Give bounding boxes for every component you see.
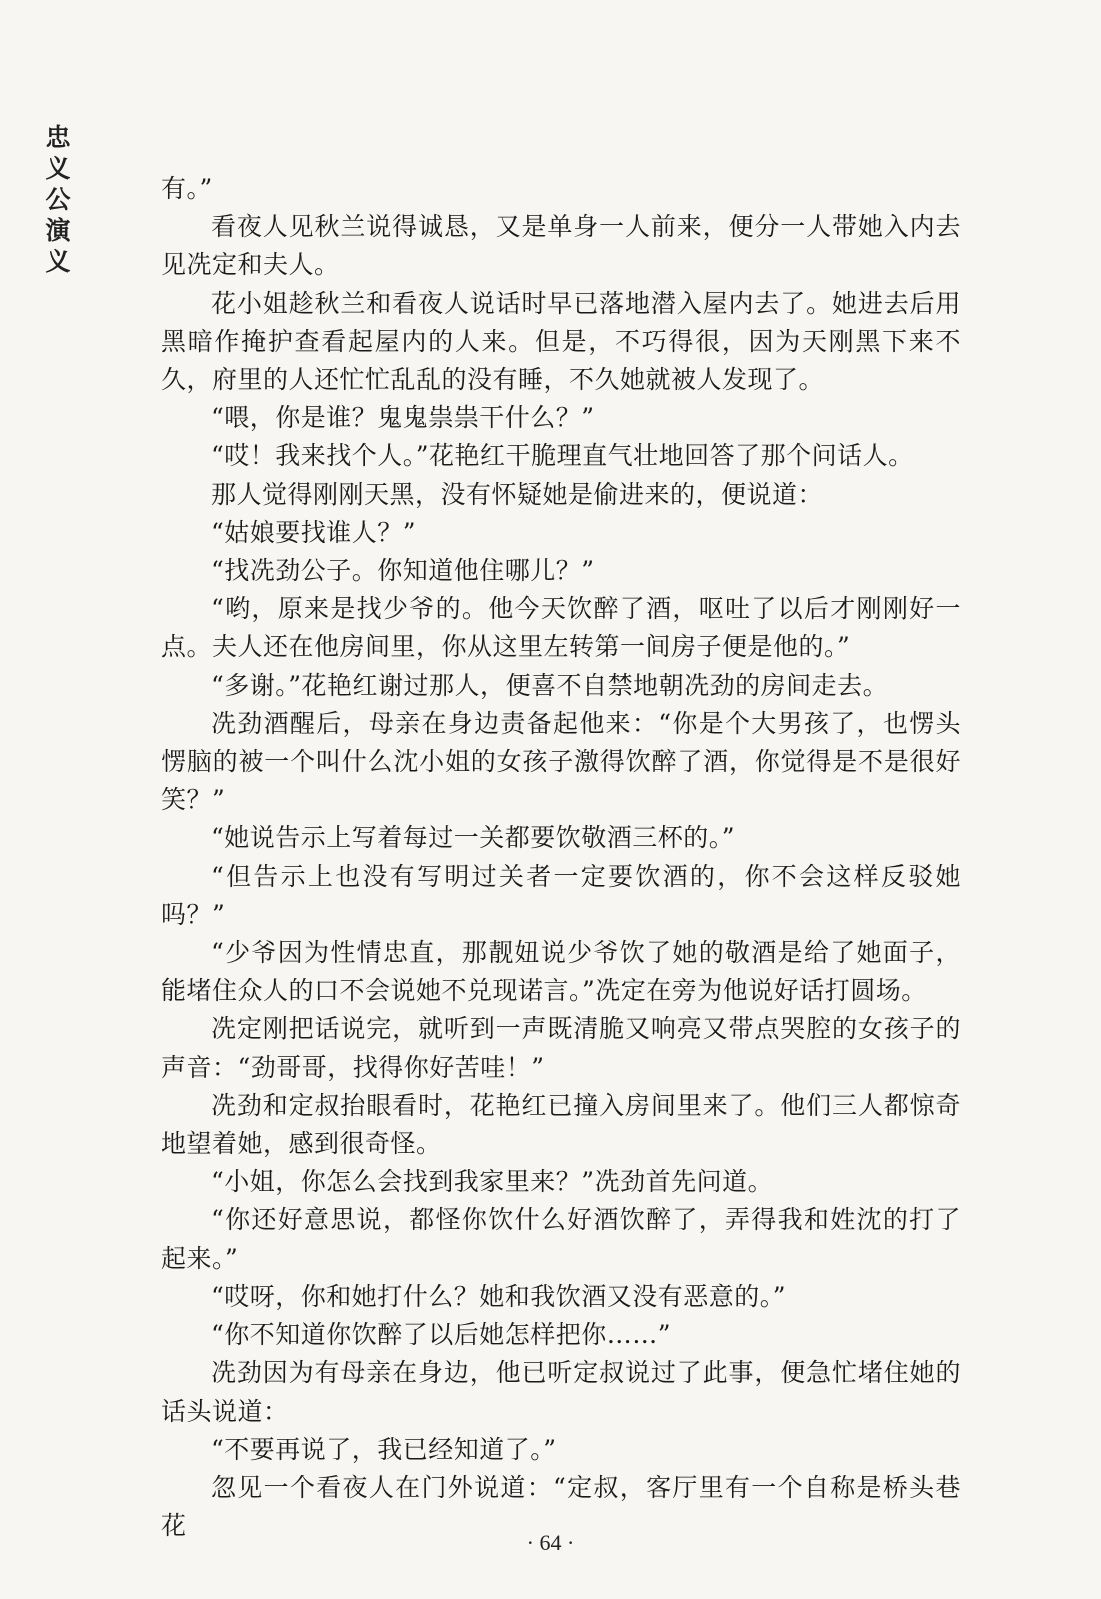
paragraph: “你还好意思说，都怪你饮什么好酒饮醉了，弄得我和姓沈的打了起来。” (161, 1205, 961, 1273)
paragraph: “姑娘要找谁人？” (211, 517, 417, 547)
paragraph: “哟，原来是找少爷的。他今天饮醉了酒，呕吐了以后才刚刚好一点。夫人还在他房间里，你从这里左转第一间房子便是他的。” (161, 594, 961, 662)
running-title-char: 义 (45, 247, 71, 276)
running-title-char: 义 (45, 154, 71, 183)
paragraph: “哎呀，你和她打什么？她和我饮酒又没有恶意的。” (211, 1281, 787, 1311)
running-title-char: 公 (45, 185, 71, 214)
running-title-char: 演 (45, 216, 71, 245)
paragraph: “她说告示上写着每过一关都要饮敬酒三杯的。” (211, 823, 736, 853)
body-text (161, 170, 961, 1545)
paragraph: “找冼劲公子。你知道他住哪儿？” (211, 556, 595, 586)
paragraph: “小姐，你怎么会找到我家里来？”冼劲首先问道。 (211, 1167, 774, 1197)
paragraph: 冼劲因为有母亲在身边，他已听定叔说过了此事，便急忙堵住她的话头说道： (161, 1358, 961, 1426)
paragraph: “不要再说了，我已经知道了。” (211, 1434, 557, 1464)
paragraph: 冼劲和定叔抬眼看时，花艳红已撞入房间里来了。他们三人都惊奇地望着她，感到很奇怪。 (161, 1090, 961, 1159)
paragraph: “多谢。”花艳红谢过那人，便喜不自禁地朝冼劲的房间走去。 (211, 670, 889, 700)
running-title (38, 122, 78, 277)
page-number: · 64 · (526, 1530, 575, 1555)
paragraph: “喂，你是谁？鬼鬼祟祟干什么？” (211, 403, 595, 433)
paragraph: 那人觉得刚刚天黑，没有怀疑她是偷进来的，便说道： (211, 479, 824, 509)
paragraph: 冼定刚把话说完，就听到一声既清脆又响亮又带点哭腔的女孩子的声音：“劲哥哥，找得你好苦哇！” (161, 1014, 961, 1082)
paragraph: 看夜人见秋兰说得诚恳，又是单身一人前来，便分一人带她入内去见冼定和夫人。 (161, 212, 961, 280)
paragraph: “哎！我来找个人。”花艳红干脆理直气壮地回答了那个问话人。 (211, 441, 914, 471)
paragraph: 有。” (161, 174, 213, 203)
paragraph: 花小姐趁秋兰和看夜人说话时早已落地潜入屋内去了。她进去后用黑暗作掩护查看起屋内的人来。但是，不巧得很，因为天刚黑下来不久，府里的人还忙忙乱乱的没有睡，不久她就被人发现了。 (161, 288, 961, 395)
paragraph: “你不知道你饮醉了以后她怎样把你……” (211, 1320, 672, 1350)
paragraph: 忽见一个看夜人在门外说道：“定叔，客厅里有一个自称是桥头巷花 (161, 1472, 961, 1541)
paragraph: “少爷因为性情忠直，那靓妞说少爷饮了她的敬酒是给了她面子，能堵住众人的口不会说她不兑现诺言。”冼定在旁为他说好话打圆场。 (161, 938, 961, 1006)
paragraph: 冼劲酒醒后，母亲在身边责备起他来：“你是个大男孩了，也愣头愣脑的被一个叫什么沈小姐的女孩子激得饮醉了酒，你觉得是不是很好笑？” (161, 708, 961, 815)
paragraph: “但告示上也没有写明过关者一定要饮酒的，你不会这样反驳她吗？” (161, 861, 961, 929)
running-title-char: 忠 (45, 123, 71, 152)
